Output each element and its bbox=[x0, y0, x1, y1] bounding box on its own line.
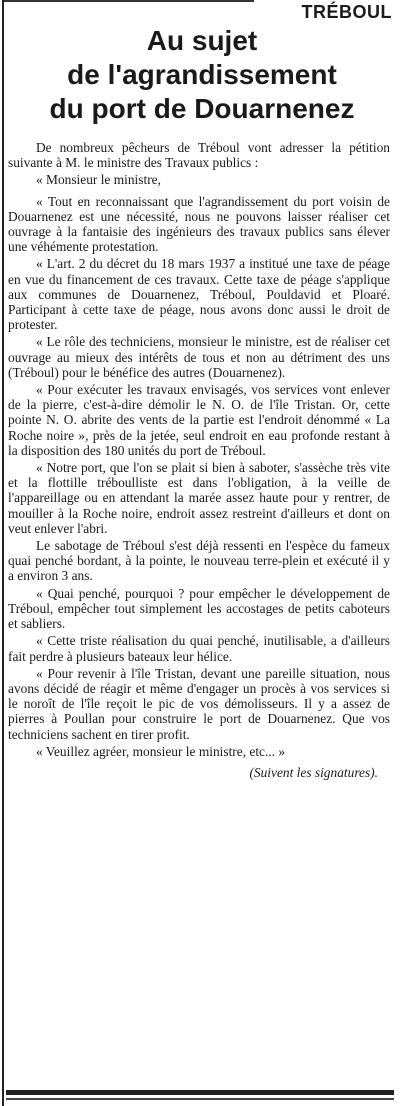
paragraph: « Notre port, que l'on se plait si bien à saboter, s'assèche très vite et la flottille tréboulliste est dans l'obligation, à la veille de l'appareillage ou en attendant la marée assez haute pour y rentrer, de mouiller à la Roche noire, endroit assez restreint d'ailleurs et dont on veut enlever l'abri. bbox=[8, 460, 390, 536]
paragraph: « Cette triste réalisation du quai penché, inutilisable, a d'ailleurs fait perdre à plusieurs bateaux leur hélice. bbox=[8, 633, 390, 664]
paragraph: « Tout en reconnaissant que l'agrandissement du port voisin de Douarnenez est une nécessité, nous ne pouvons laisser réaliser cet ouvrage à la fantaisie des ingénieurs des travaux publics sans élever une véhémente protestation. bbox=[8, 193, 390, 255]
paragraph: Le sabotage de Tréboul s'est déjà ressenti en l'espèce du fameux quai penché bordant, à la pointe, le nouveau terre-plein et exécuté il y a environ 3 ans. bbox=[8, 538, 390, 584]
headline-line-2: de l'agrandissement bbox=[67, 59, 337, 90]
headline-line-1: Au sujet bbox=[146, 25, 258, 56]
paragraph-salutation: « Monsieur le ministre, bbox=[36, 172, 161, 188]
paragraph: « L'art. 2 du décret du 18 mars 1937 a institué une taxe de péage en vue du financement de ces travaux. Cette taxe de péage s'applique aux communes de Douarnenez, Tréboul, Pouldavid et Ploaré. Participant à cette taxe de péage, nous avons donc aussi le droit de protester. bbox=[8, 256, 390, 333]
paragraph: « Pour revenir à l'île Tristan, devant une pareille situation, nous avons décidé de réagir et même d'engager un procès à vos services si le noroît de l'île reçoit le pic de vos démolisseurs. Il y a assez de pierres à Poullan pour construire le port de Douarnenez. Que vos techniciens sachent en tirer profit. bbox=[8, 665, 390, 742]
column-rule-bottom bbox=[6, 1090, 394, 1095]
signatures-note: (Suivent les signatures). bbox=[249, 764, 378, 780]
paragraph-closing: « Veuillez agréer, monsieur le ministre, etc... » bbox=[36, 743, 286, 759]
dateline: TRÉBOUL bbox=[301, 2, 392, 22]
paragraph: « Quai penché, pourquoi ? pour empêcher le développement de Tréboul, empêcher tout simplement les accostages de petits caboteurs et sabliers. bbox=[8, 585, 390, 632]
headline-line-3: du port de Douarnenez bbox=[49, 93, 355, 124]
column-rule-top bbox=[4, 0, 254, 2]
paragraph: « Pour exécuter les travaux envisagés, vos services vont enlever de la pierre, c'est-à-dire démolir le N. O. de l'île Tristan. Or, cette pointe N. O. abrite des vents de la partie est l'endroit dénommé « La Roche noire », près de la jetée, seul endroit en eau profonde restant à la disposition des 180 unités du port de Tréboul. bbox=[8, 382, 390, 458]
headline bbox=[10, 24, 394, 126]
paragraph: « Le rôle des techniciens, monsieur le ministre, est de réaliser cet ouvrage au mieux des intérêts de tous et non au détriment des uns (Tréboul) pour le bénéfice des autres (Douarnenez). bbox=[8, 334, 390, 380]
article-body bbox=[8, 140, 390, 782]
column-rule-left bbox=[2, 0, 4, 1106]
paragraph-intro: De nombreux pêcheurs de Tréboul vont adresser la pétition suivante à M. le ministre des Travaux publics : bbox=[8, 140, 390, 171]
column-rule-bottom-thin bbox=[6, 1098, 394, 1100]
